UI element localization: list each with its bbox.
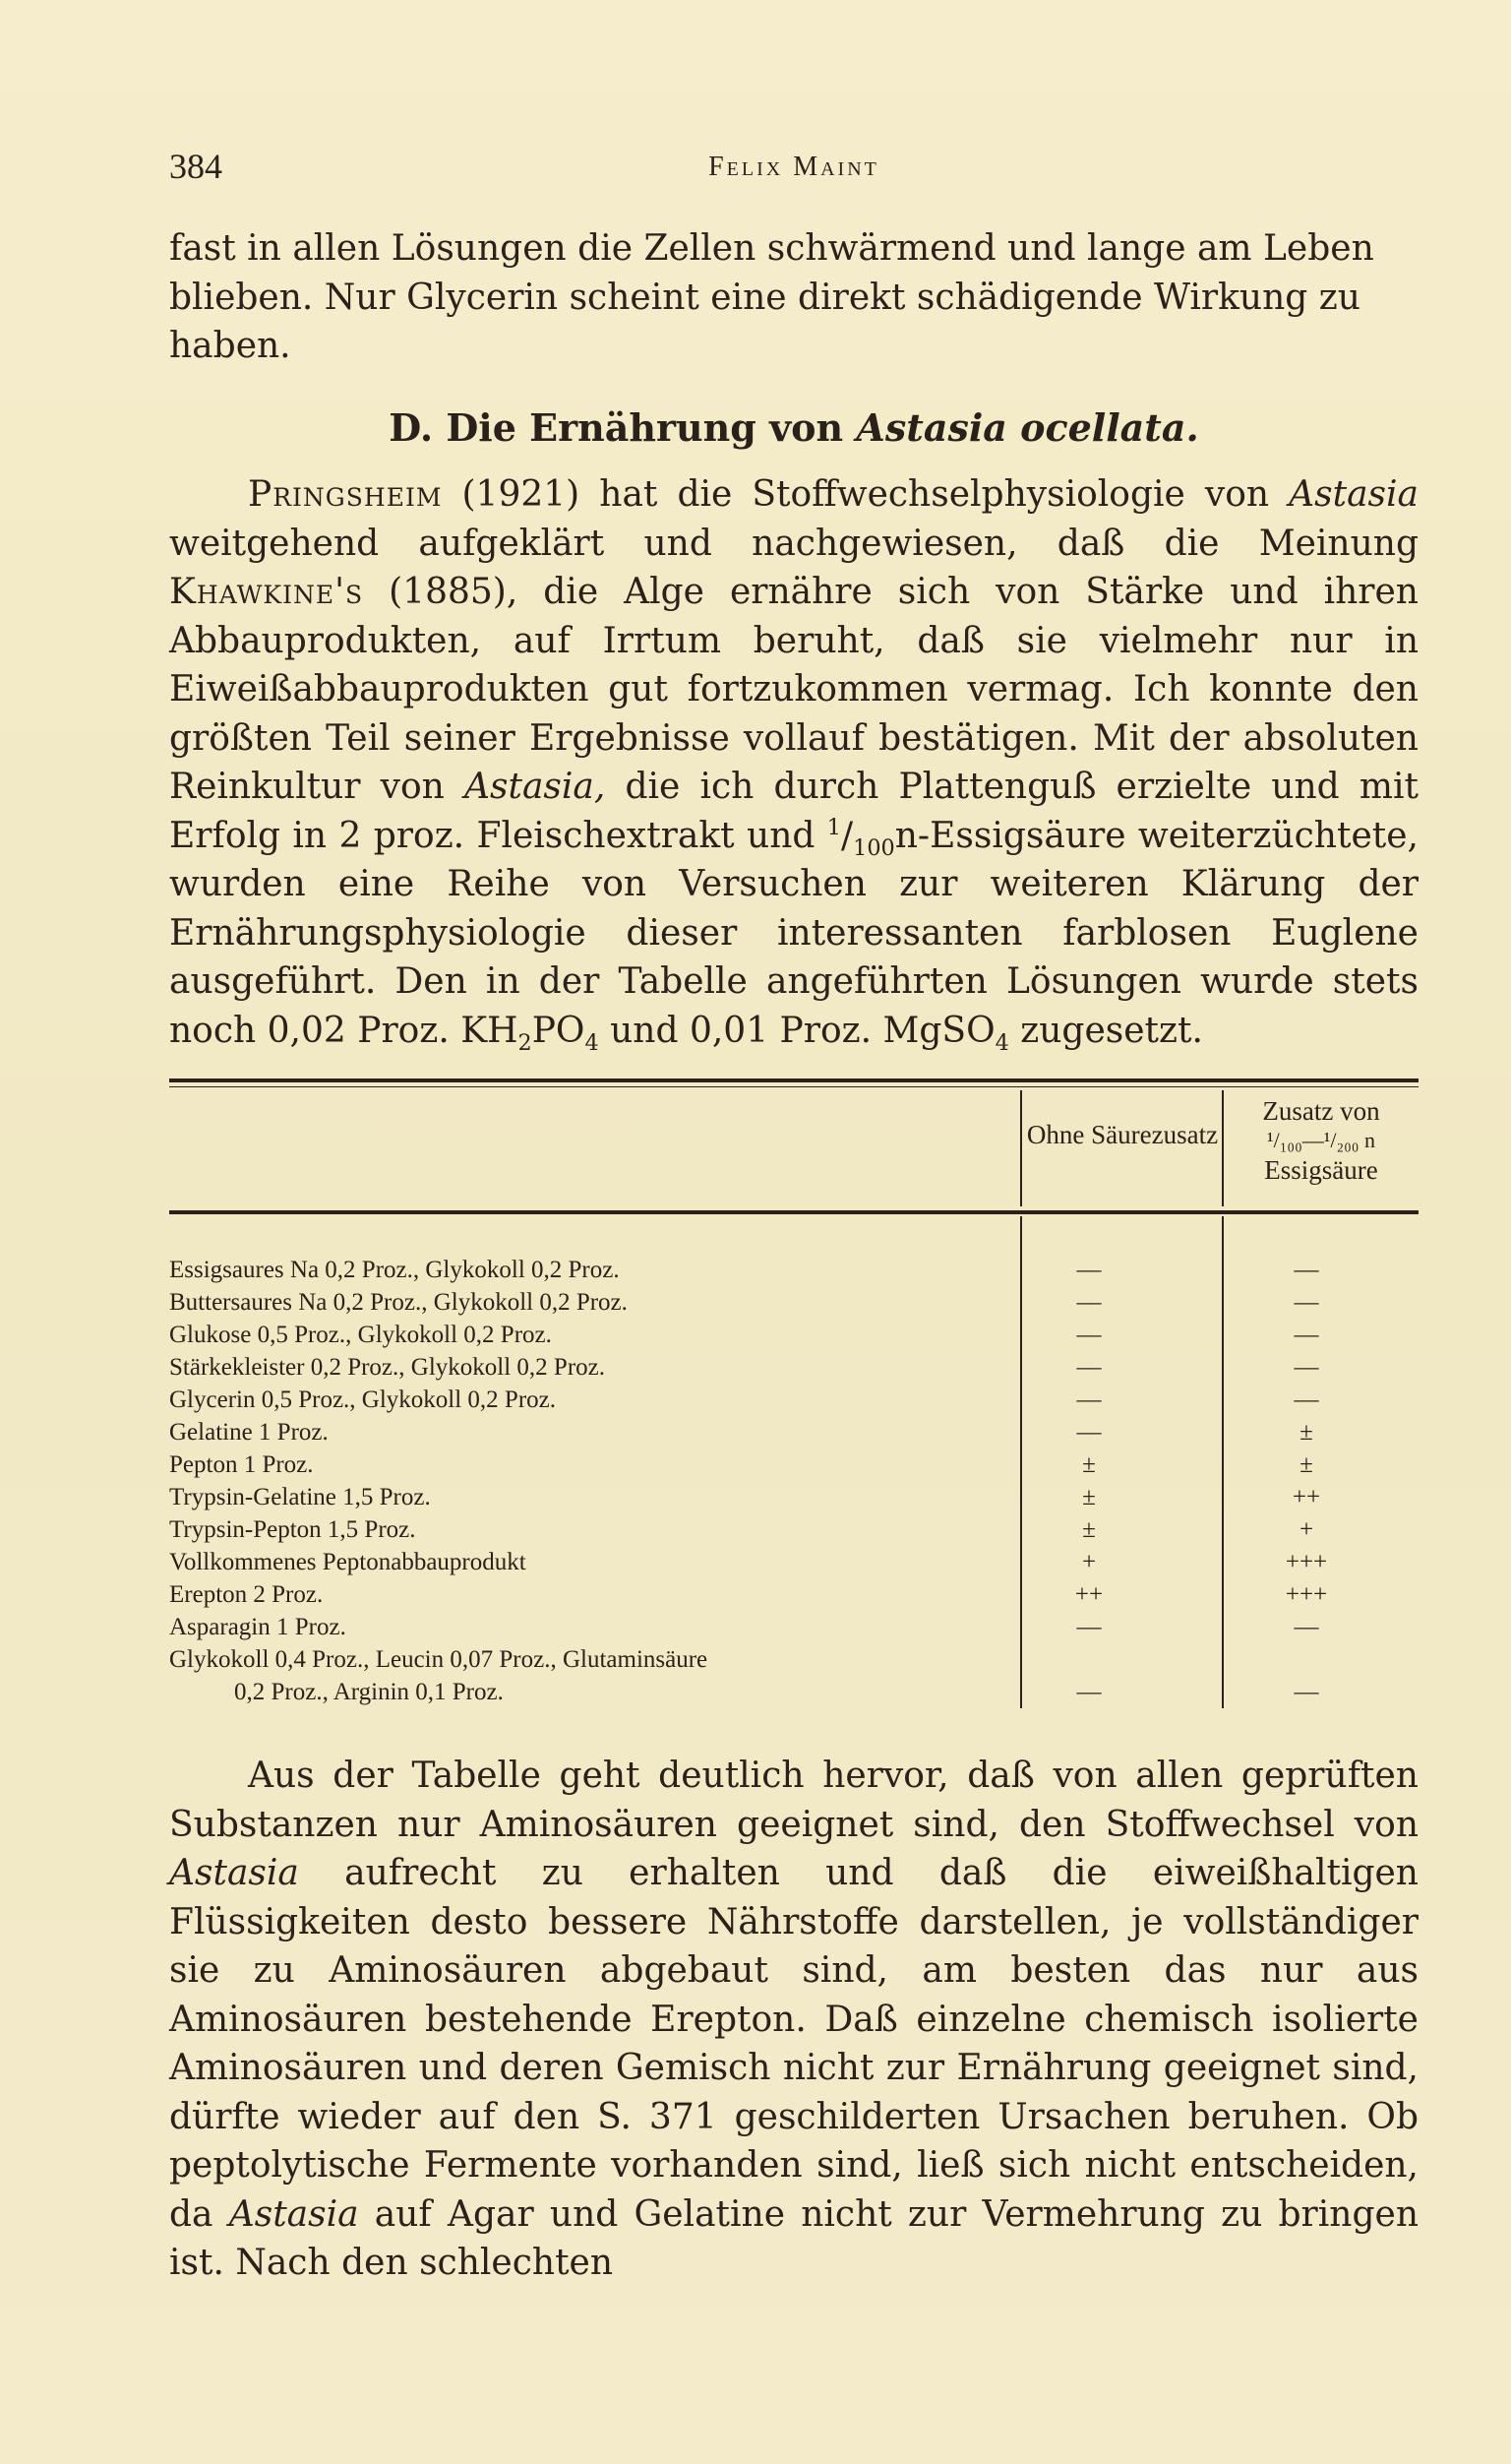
column-header-line: Zusatz von	[1262, 1096, 1380, 1126]
column-header-ohne: Ohne Säurezusatz	[1026, 1120, 1219, 1149]
section-heading	[169, 405, 1419, 450]
text-run: auf Agar und Gelatine nicht zur Vermehrung zu bringen ist. Nach den schlechten	[169, 2193, 1420, 2283]
text-run: zugesetzt.	[1008, 1010, 1203, 1051]
text-run: PO	[531, 1010, 585, 1051]
table-row	[169, 1319, 1419, 1351]
row-label: Glukose 0,5 Proz., Glykokoll 0,2 Proz.	[169, 1322, 552, 1348]
row-label-continuation: 0,2 Proz., Arginin 0,1 Proz.	[234, 1679, 504, 1705]
paragraph-pringsheim: Pringsheim (1921) hat die Stoffwechselphysiologie von Astasia weitgehend aufgeklärt und nachgewiesen, daß die Meinung Khawkine's (1885), die Alge ernähre sich von Stärke und ihren Abbauprodukten, auf Irrtum beruht, daß sie vielmehr nur in Eiweißabbauprodukten gut fortzukommen vermag. Ich konnte den größten Teil seiner Ergebnisse vollauf bestätigen. Mit der absoluten Reinkultur von Astasia, die ich durch Plattenguß erzielte und mit Erfolg in 2 proz. Fleischextrakt und $^1/_{100}n$-Essigsäure weiterzüchtete, wurden eine Reihe von Versuchen zur weiteren Klärung der Ernährungsphysiologie dieser interessanten farblosen Euglene ausgeführt. Den in der Tabelle angeführten Lösungen wurde stets noch 0,02 Proz. $KH_2PO_4$ und 0,01 Proz. MgSO$_4$ zugesetzt.	[169, 474, 1419, 1056]
value-ohne: ++	[1074, 1581, 1104, 1608]
table-row	[169, 1416, 1419, 1448]
value-zusatz: +	[1299, 1516, 1314, 1543]
value-zusatz: +++	[1285, 1581, 1328, 1608]
row-label: Pepton 1 Proz.	[169, 1451, 314, 1478]
table-row	[169, 1384, 1419, 1416]
table-top-rule-thin	[169, 1086, 1419, 1087]
table-header-rule	[169, 1210, 1419, 1214]
row-label: Glykokoll 0,4 Proz., Leucin 0,07 Proz., Glutaminsäure	[169, 1646, 708, 1673]
subscript: 4	[584, 1029, 599, 1056]
row-label: Vollkommenes Peptonabbauprodukt	[169, 1549, 526, 1575]
page-number: 384	[169, 147, 222, 186]
species-name: Astasia	[169, 1853, 299, 1893]
table-top-rule	[169, 1078, 1419, 1082]
row-label: Asparagin 1 Proz.	[169, 1614, 346, 1640]
value-zusatz: ++	[1292, 1484, 1321, 1510]
value-ohne: —	[1076, 1419, 1102, 1446]
value-ohne: —	[1076, 1354, 1102, 1381]
text-run: (1885), die Alge ernähre sich von Stärke und ihren Abbauprodukten, auf Irrtum beruht, daß sie vielmehr nur in Eiweißabbauprodukten gut fortzukommen vermag. Ich konnte den größten Teil seiner Ergebnisse vollauf bestätigen. Mit der absoluten Reinkultur von	[169, 572, 1419, 807]
intro-paragraph	[169, 224, 1419, 371]
value-ohne: —	[1076, 1289, 1102, 1316]
row-label: Essigsaures Na 0,2 Proz., Glykokoll 0,2 Proz.	[169, 1257, 620, 1283]
table-row	[169, 1578, 1419, 1611]
intro-line: blieben. Nur Glycerin scheint eine direkt schädigende Wirkung zu	[169, 277, 1360, 318]
table-row	[169, 1448, 1419, 1481]
subscript: 2	[517, 1029, 532, 1056]
fraction-numerator: 1	[826, 814, 841, 840]
row-label: Stärkekleister 0,2 Proz., Glykokoll 0,2 Proz.	[169, 1354, 605, 1381]
table-row	[169, 1254, 1419, 1286]
value-zusatz: —	[1294, 1322, 1319, 1348]
nutrition-table	[169, 1078, 1419, 1726]
table-row	[169, 1546, 1419, 1578]
section-heading-species: Astasia ocellata.	[856, 405, 1199, 450]
row-label: Buttersaures Na 0,2 Proz., Glykokoll 0,2 Proz.	[169, 1289, 628, 1316]
value-ohne: +	[1081, 1549, 1097, 1575]
text-run: und 0,01 Proz. MgSO	[598, 1010, 996, 1051]
table-row	[169, 1286, 1419, 1319]
species-name: Astasia,	[464, 767, 606, 807]
column-header-line: ¹/₁₀₀—¹/₂₀₀ n	[1267, 1128, 1375, 1152]
column-divider	[1020, 1090, 1022, 1206]
page-header	[169, 146, 1419, 195]
row-label: Trypsin-Gelatine 1,5 Proz.	[169, 1484, 431, 1510]
value-zusatz: +++	[1285, 1549, 1328, 1575]
value-zusatz: ±	[1299, 1451, 1313, 1478]
table-row	[169, 1611, 1419, 1643]
text-run: die ich durch Plattenguß erzielte und mit Erfolg in 2 proz. Fleischextrakt und	[169, 767, 1419, 856]
species-name: Astasia	[1289, 474, 1419, 515]
row-label: Glycerin 0,5 Proz., Glykokoll 0,2 Proz.	[169, 1386, 557, 1413]
text-run: Aus der Tabelle geht deutlich hervor, daß von allen geprüften Substanzen nur Aminosäuren geeignet sind, den Stoffwechsel von	[169, 1756, 1419, 1845]
normality-symbol: n	[894, 815, 918, 856]
value-zusatz: ±	[1299, 1419, 1313, 1446]
text-run: (1921) hat die Stoffwechselphysiologie von	[442, 474, 1290, 515]
column-header-line: Essigsäure	[1264, 1155, 1378, 1185]
intro-line: haben.	[169, 326, 291, 366]
table-row	[169, 1643, 1419, 1708]
text-run: weitgehend aufgeklärt und nachgewiesen, daß die Meinung	[169, 523, 1419, 564]
row-label: Gelatine 1 Proz.	[169, 1419, 329, 1446]
value-zusatz: —	[1294, 1257, 1319, 1283]
subscript: 4	[995, 1029, 1009, 1056]
table-row	[169, 1513, 1419, 1546]
table-row	[169, 1351, 1419, 1384]
species-name: Astasia	[228, 2193, 359, 2235]
intro-line: fast in allen Lösungen die Zellen schwärmend und lange am Leben	[169, 228, 1374, 269]
value-ohne: —	[1076, 1322, 1102, 1348]
row-label: Trypsin-Pepton 1,5 Proz.	[169, 1516, 416, 1543]
value-ohne: —	[1076, 1386, 1102, 1413]
author-name: Pringsheim	[248, 474, 443, 515]
value-ohne: —	[1076, 1679, 1102, 1705]
table-row	[169, 1481, 1419, 1513]
section-heading-label: D. Die Ernährung von	[389, 405, 844, 450]
author-name: Khawkine's	[169, 572, 364, 612]
row-label: Erepton 2 Proz.	[169, 1581, 324, 1608]
running-head: Felix Maint	[708, 152, 879, 182]
value-zusatz: —	[1294, 1386, 1319, 1413]
value-zusatz: —	[1294, 1289, 1319, 1316]
value-ohne: ±	[1082, 1451, 1096, 1478]
value-ohne: —	[1076, 1614, 1102, 1640]
value-ohne: ±	[1082, 1516, 1096, 1543]
value-ohne: —	[1076, 1257, 1102, 1283]
value-zusatz: —	[1294, 1679, 1319, 1705]
value-zusatz: —	[1294, 1354, 1319, 1381]
column-header-zusatz	[1224, 1096, 1419, 1185]
value-zusatz: —	[1294, 1614, 1319, 1640]
text-run: aufrecht zu erhalten und daß die eiweißhaltigen Flüssigkeiten desto bessere Nährstoffe darstellen, je vollständiger sie zu Aminosäuren abgebaut sind, am besten das nur aus Aminosäuren bestehende Erepton. Daß einzelne chemisch isolierte Aminosäuren und deren Gemisch nicht zur Ernährung geeignet sind, dürfte wieder auf den S. 371 geschilderten Ursachen beruhen. Ob peptolytische Fermente vorhanden sind, ließ sich nicht entscheiden, da	[169, 1853, 1419, 2235]
text-run: -Essigsäure weiterzüchtete, wurden eine Reihe von Versuchen zur weiteren Klärung der Ernährungsphysiologie dieser interessanten farblosen Euglene ausgeführt. Den in der Tabelle angeführten Lösungen wurde stets noch 0,02 Proz. KH	[169, 815, 1419, 1051]
value-ohne: ±	[1082, 1484, 1096, 1510]
paragraph-conclusion	[169, 1752, 1419, 2288]
fraction-denominator: 100	[853, 834, 895, 861]
